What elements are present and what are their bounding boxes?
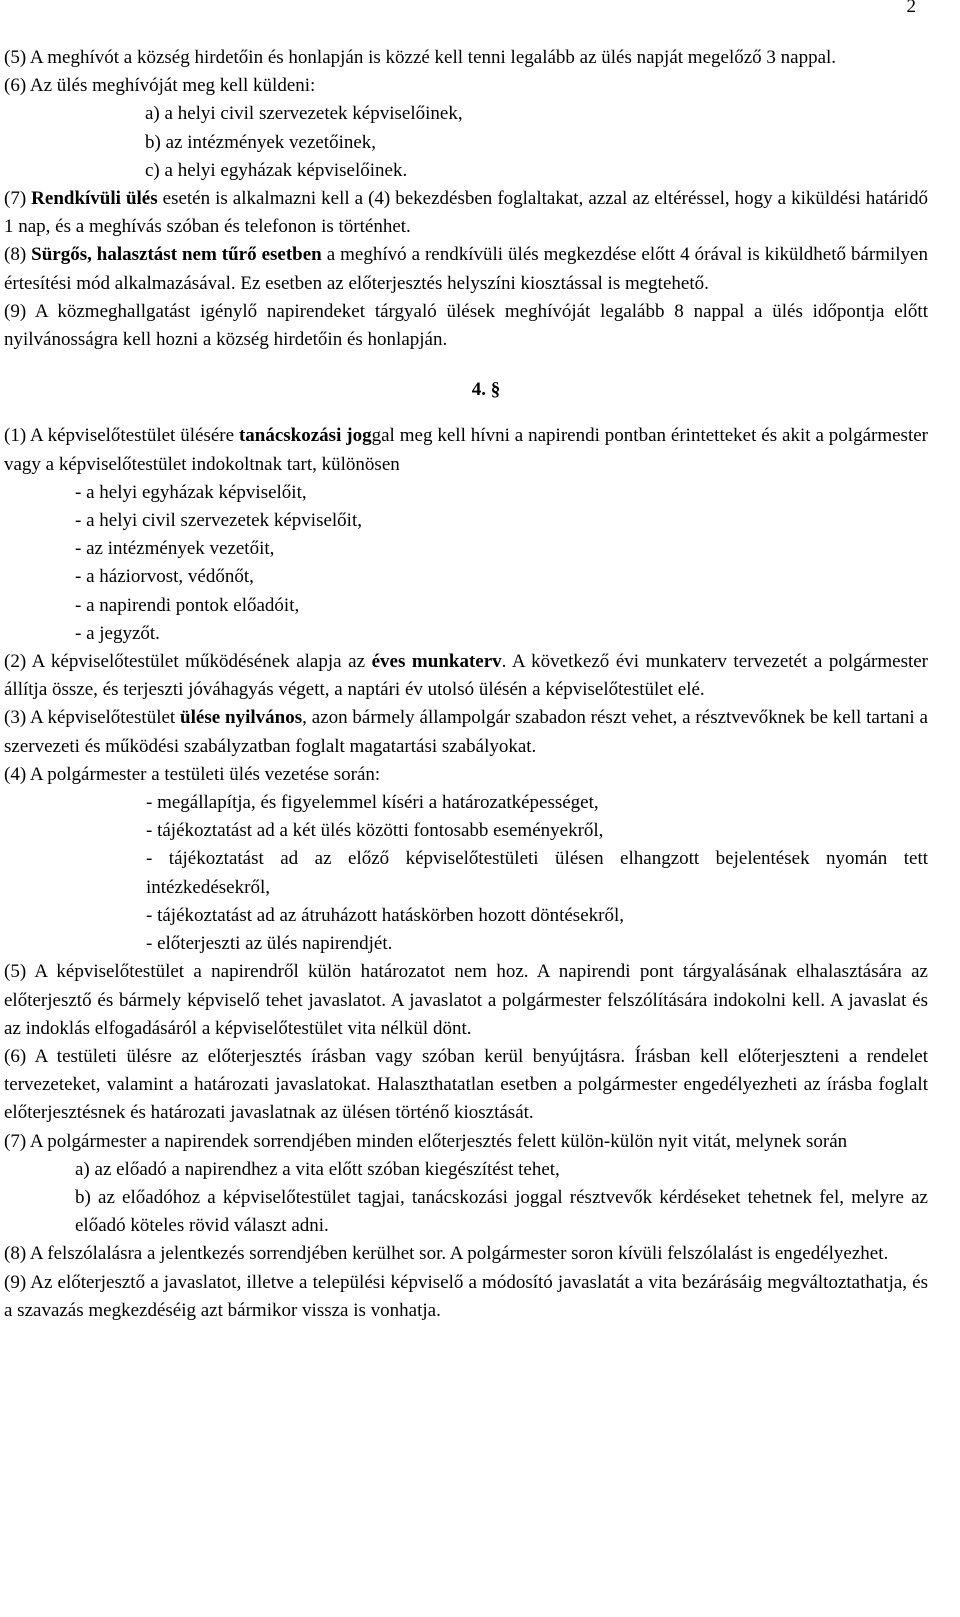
bold-term: Sürgős, halasztást nem tűrő esetben <box>31 244 322 266</box>
paragraph-4-7: (7) A polgármester a napirendek sorrendjében minden előterjesztés felett külön-külön nyit vitát, melynek során <box>4 1130 848 1152</box>
document-body <box>4 44 928 1325</box>
page-number: 2 <box>906 0 916 17</box>
paragraph-3-9: (9) A közmeghallgatást igénylő napirendeket tárgyaló ülések meghívóját legalább 8 nappal a ülés időpontja előtt nyilvánosságra kell hozni a község hirdetőin és honlapján. <box>4 300 928 351</box>
section-heading: 4. § <box>471 379 501 401</box>
paragraph-4-3: (3) A képviselőtestület ülése nyilvános, azon bármely állampolgár szabadon részt vehet, a résztvevőknek be kell tartani a szervezeti és működési szabályzatban foglalt magatartási szabályokat. <box>4 707 928 757</box>
list-item: - a háziorvost, védőnőt, <box>75 566 254 588</box>
list-item: - tájékoztatást ad az előző képviselőtestületi ülésen elhangzott bejelentések nyomán tett intézkedésekről, <box>146 848 928 898</box>
list-item: - a helyi egyházak képviselőit, <box>75 481 307 503</box>
paragraph-4-9: (9) Az előterjesztő a javaslatot, illetve a települési képviselő a módosító javaslatát a vita bezárásáig megváltoztathatja, és a szavazás megkezdéséig azt bármikor vissza is vonhatja. <box>4 1271 928 1321</box>
list-item: - a jegyzőt. <box>75 622 160 644</box>
list-item: c) a helyi egyházak képviselőinek. <box>145 159 408 181</box>
list-item: a) a helyi civil szervezetek képviselőinek, <box>145 103 463 125</box>
bold-term: tanácskozási jog <box>238 425 372 447</box>
paragraph-3-8: (8) Sürgős, halasztást nem tűrő esetben a meghívó a rendkívüli ülés megkezdése előtt 4 órával is kiküldhető bármilyen értesítési mód alkalmazásával. Ez esetben az előterjesztés helyszíni kiosztással is megtehető. <box>4 244 928 294</box>
list-item: - az intézmények vezetőit, <box>75 538 275 560</box>
list-item: - a helyi civil szervezetek képviselőit, <box>75 510 362 532</box>
paragraph-4-5: (5) A képviselőtestület a napirendről külön határozatot nem hoz. A napirendi pont tárgyalásának elhalasztására az előterjesztő és bármely képviselő tehet javaslatot. A javaslatot a polgármester felszólítására indokolni kell. A javaslat és az indoklás elfogadásáról a képviselőtestület vita nélkül dönt. <box>4 961 928 1039</box>
list-item: - megállapítja, és figyelemmel kíséri a határozatképességet, <box>146 792 599 814</box>
paragraph-3-6: (6) Az ülés meghívóját meg kell küldeni: <box>4 75 316 97</box>
paragraph-4-2: (2) A képviselőtestület működésének alapja az éves munkaterv. A következő évi munkaterv tervezetét a polgármester állítja össze, és terjeszti jóváhagyás végett, a naptári év utolsó ülésén a képviselőtestület elé. <box>4 651 929 701</box>
list-item: - a napirendi pontok előadóit, <box>75 594 300 616</box>
list-item: b) az előadóhoz a képviselőtestület tagjai, tanácskozási joggal résztvevők kérdéseket tehetnek fel, melyre az előadó köteles rövid választ adni. <box>75 1186 928 1237</box>
paragraph-3-7: (7) Rendkívüli ülés esetén is alkalmazni kell a (4) bekezdésben foglaltakat, azzal az eltéréssel, hogy a kiküldési határidő 1 nap, és a meghívás szóban és telefonon is történhet. <box>4 188 929 238</box>
paragraph-4-8: (8) A felszólalásra a jelentkezés sorrendjében kerülhet sor. A polgármester soron kívüli felszólalást is engedélyezhet. <box>4 1243 889 1265</box>
list-item: a) az előadó a napirendhez a vita előtt szóban kiegészítést tehet, <box>75 1158 560 1180</box>
bold-term: ülése nyilvános <box>180 707 303 729</box>
list-item: b) az intézmények vezetőinek, <box>145 131 377 153</box>
paragraph-4-6: (6) A testületi ülésre az előterjesztés írásban vagy szóban kerül benyújtásra. Írásban kell előterjeszteni a rendelet tervezeteket, valamint a határozati javaslatokat. Halaszthatatlan esetben a polgármester engedélyezheti az írásba foglalt előterjesztésnek és határozati javaslatnak az ülésen történő kiosztását. <box>4 1045 928 1124</box>
paragraph-4-1: (1) A képviselőtestület ülésére tanácskozási joggal meg kell hívni a napirendi pontban érintetteket és akit a polgármester vagy a képviselőtestület indokoltnak tart, különösen <box>4 425 928 475</box>
paragraph-3-5: (5) A meghívót a község hirdetőin és honlapján is közzé kell tenni legalább az ülés napját megelőző 3 nappal. <box>4 47 837 68</box>
bold-term: Rendkívüli ülés <box>31 188 158 210</box>
list-item: - előterjeszti az ülés napirendjét. <box>146 933 393 955</box>
paragraph-4-4: (4) A polgármester a testületi ülés vezetése során: <box>4 763 381 785</box>
bold-term: éves munkaterv <box>371 651 502 673</box>
list-item: - tájékoztatást ad a két ülés közötti fontosabb eseményekről, <box>146 820 604 842</box>
list-item: - tájékoztatást ad az átruházott hatáskörben hozott döntésekről, <box>146 904 624 926</box>
